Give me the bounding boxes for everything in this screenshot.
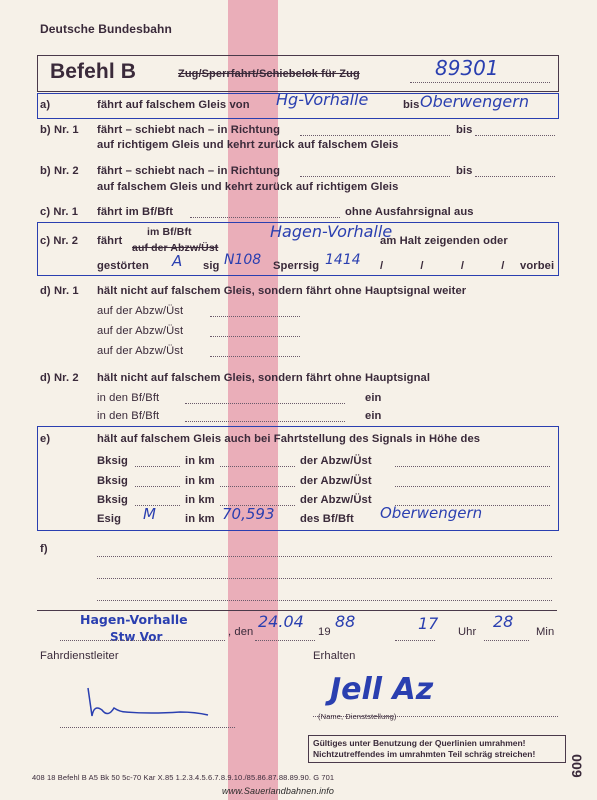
row-d1-text: hält nicht auf falschem Gleis, sondern fährt ohne Hauptsignal weiter xyxy=(97,285,467,297)
train-number[interactable]: 89301 xyxy=(435,56,499,80)
instruction-line-1: Gültiges unter Benutzung der Querlinien umrahmen! xyxy=(313,738,526,748)
footer-stw[interactable]: Stw Vor xyxy=(110,630,163,644)
row-d1-key: d) Nr. 1 xyxy=(40,285,79,297)
footer-hour[interactable]: 17 xyxy=(418,614,439,633)
row-e-sig-1: Bksig xyxy=(97,455,128,467)
footer-place[interactable]: Hagen-Vorhalle xyxy=(80,612,188,627)
row-d2-text: hält nicht auf falschem Gleis, sondern fährt ohne Hauptsignal xyxy=(97,372,431,384)
row-b2-bis: bis xyxy=(456,165,473,177)
footer-year-prefix: 19 xyxy=(318,626,331,638)
row-b2-line2: auf falschem Gleis und kehrt zurück auf richtigem Gleis xyxy=(97,181,399,193)
dispatcher-signature xyxy=(80,682,220,727)
row-a-from[interactable]: Hg-Vorhalle xyxy=(276,90,369,109)
row-a-to[interactable]: Oberwengern xyxy=(420,92,529,111)
title-subtitle: Zug/Sperrfahrt/Schiebelok für Zug xyxy=(178,68,360,80)
row-d1-abzw-3: auf der Abzw/Üst xyxy=(97,345,184,357)
form-serial: 009 xyxy=(568,754,585,778)
footer-year[interactable]: 88 xyxy=(335,612,356,631)
row-f-key: f) xyxy=(40,543,48,555)
row-b1-key: b) Nr. 1 xyxy=(40,124,79,136)
dispatcher-label: Fahrdienstleiter xyxy=(40,650,119,662)
row-d2-bf-1: in den Bf/Bft xyxy=(97,392,160,404)
row-d2-key: d) Nr. 2 xyxy=(40,372,79,384)
row-e-km-3: in km xyxy=(185,494,215,506)
form-code: 408 18 Befehl B A5 Bk 50 5c-70 Kar X.85 1.2.3.4.5.6.7.8.9.10./85.86.87.88.89.90. G 701 xyxy=(32,773,335,782)
footer-date[interactable]: 24.04 xyxy=(258,612,304,631)
row-c2-sperr-number[interactable]: 1414 xyxy=(325,252,361,268)
row-e-esig-at: des Bf/Bft xyxy=(300,513,354,525)
row-c2-station[interactable]: Hagen-Vorhalle xyxy=(270,222,393,241)
row-a-text: fährt auf falschem Gleis von xyxy=(97,99,250,111)
row-c2-halt: am Halt zeigenden oder xyxy=(380,235,508,247)
org-name: Deutsche Bundesbahn xyxy=(40,22,172,36)
footer-den: , den xyxy=(228,626,254,638)
row-e-esig-hw[interactable]: M xyxy=(143,505,156,523)
row-b1-bis: bis xyxy=(456,124,473,136)
row-c2-slashes: / / / / xyxy=(380,260,505,272)
row-e-text: hält auf falschem Gleis auch bei Fahrtstellung des Signals in Höhe des xyxy=(97,433,481,445)
row-e-at-1: der Abzw/Üst xyxy=(300,455,372,467)
row-d1-abzw-1: auf der Abzw/Üst xyxy=(97,305,184,317)
row-e-esig-at-hw[interactable]: Oberwengern xyxy=(380,504,483,522)
row-c2-sperrsig: Sperrsig xyxy=(273,260,320,272)
row-e-km-1: in km xyxy=(185,455,215,467)
row-d2-ein-2: ein xyxy=(365,410,382,422)
row-e-km-2: in km xyxy=(185,475,215,487)
row-a-key: a) xyxy=(40,99,51,111)
row-e-sig-3: Bksig xyxy=(97,494,128,506)
row-c2-gestoerten: gestörten xyxy=(97,260,149,272)
row-b1-line1: fährt – schiebt nach – in Richtung xyxy=(97,124,281,136)
row-b2-line1: fährt – schiebt nach – in Richtung xyxy=(97,165,281,177)
row-a-bis: bis xyxy=(403,99,420,111)
instruction-line-2: Nichtzutreffendes im umrahmten Teil schräg streichen! xyxy=(313,749,536,759)
row-c2-key: c) Nr. 2 xyxy=(40,235,79,247)
row-c1-text1: fährt im Bf/Bft xyxy=(97,206,174,218)
row-c2-auf-abzw: auf der Abzw/Üst xyxy=(132,242,219,254)
form-title: Befehl B xyxy=(50,60,136,83)
row-b1-line2: auf richtigem Gleis und kehrt zurück auf falschem Gleis xyxy=(97,139,399,151)
row-c2-signal-letter[interactable]: A xyxy=(172,252,183,270)
row-c2-faehrt: fährt xyxy=(97,235,123,247)
row-c1-text2: ohne Ausfahrsignal aus xyxy=(345,206,474,218)
footer-min-value[interactable]: 28 xyxy=(493,612,514,631)
footer-uhr: Uhr xyxy=(458,626,477,638)
row-e-esig-km: in km xyxy=(185,513,215,525)
row-d1-abzw-2: auf der Abzw/Üst xyxy=(97,325,184,337)
received-signature: Jell Az xyxy=(330,672,434,707)
row-b2-key: b) Nr. 2 xyxy=(40,165,79,177)
row-e-at-3: der Abzw/Üst xyxy=(300,494,372,506)
source-website: www.Sauerlandbahnen.info xyxy=(222,786,334,796)
row-e-sig-2: Bksig xyxy=(97,475,128,487)
received-label: Erhalten xyxy=(313,650,356,662)
name-label: (Name, Dienststellung) xyxy=(318,712,397,721)
row-c2-im-bf: im Bf/Bft xyxy=(147,226,192,238)
row-d2-bf-2: in den Bf/Bft xyxy=(97,410,160,422)
row-e-key: e) xyxy=(40,433,51,445)
row-d2-ein-1: ein xyxy=(365,392,382,404)
row-c2-signal-number[interactable]: N108 xyxy=(224,252,262,268)
row-e-esig: Esig xyxy=(97,513,122,525)
row-e-at-2: der Abzw/Üst xyxy=(300,475,372,487)
footer-min: Min xyxy=(536,626,555,638)
row-e-esig-km-hw[interactable]: 70,593 xyxy=(222,505,275,523)
row-c2-vorbei: vorbei xyxy=(520,260,555,272)
instruction-box xyxy=(308,735,566,763)
row-c1-key: c) Nr. 1 xyxy=(40,206,79,218)
footer-separator xyxy=(37,610,557,611)
row-c2-sig: sig xyxy=(203,260,220,272)
